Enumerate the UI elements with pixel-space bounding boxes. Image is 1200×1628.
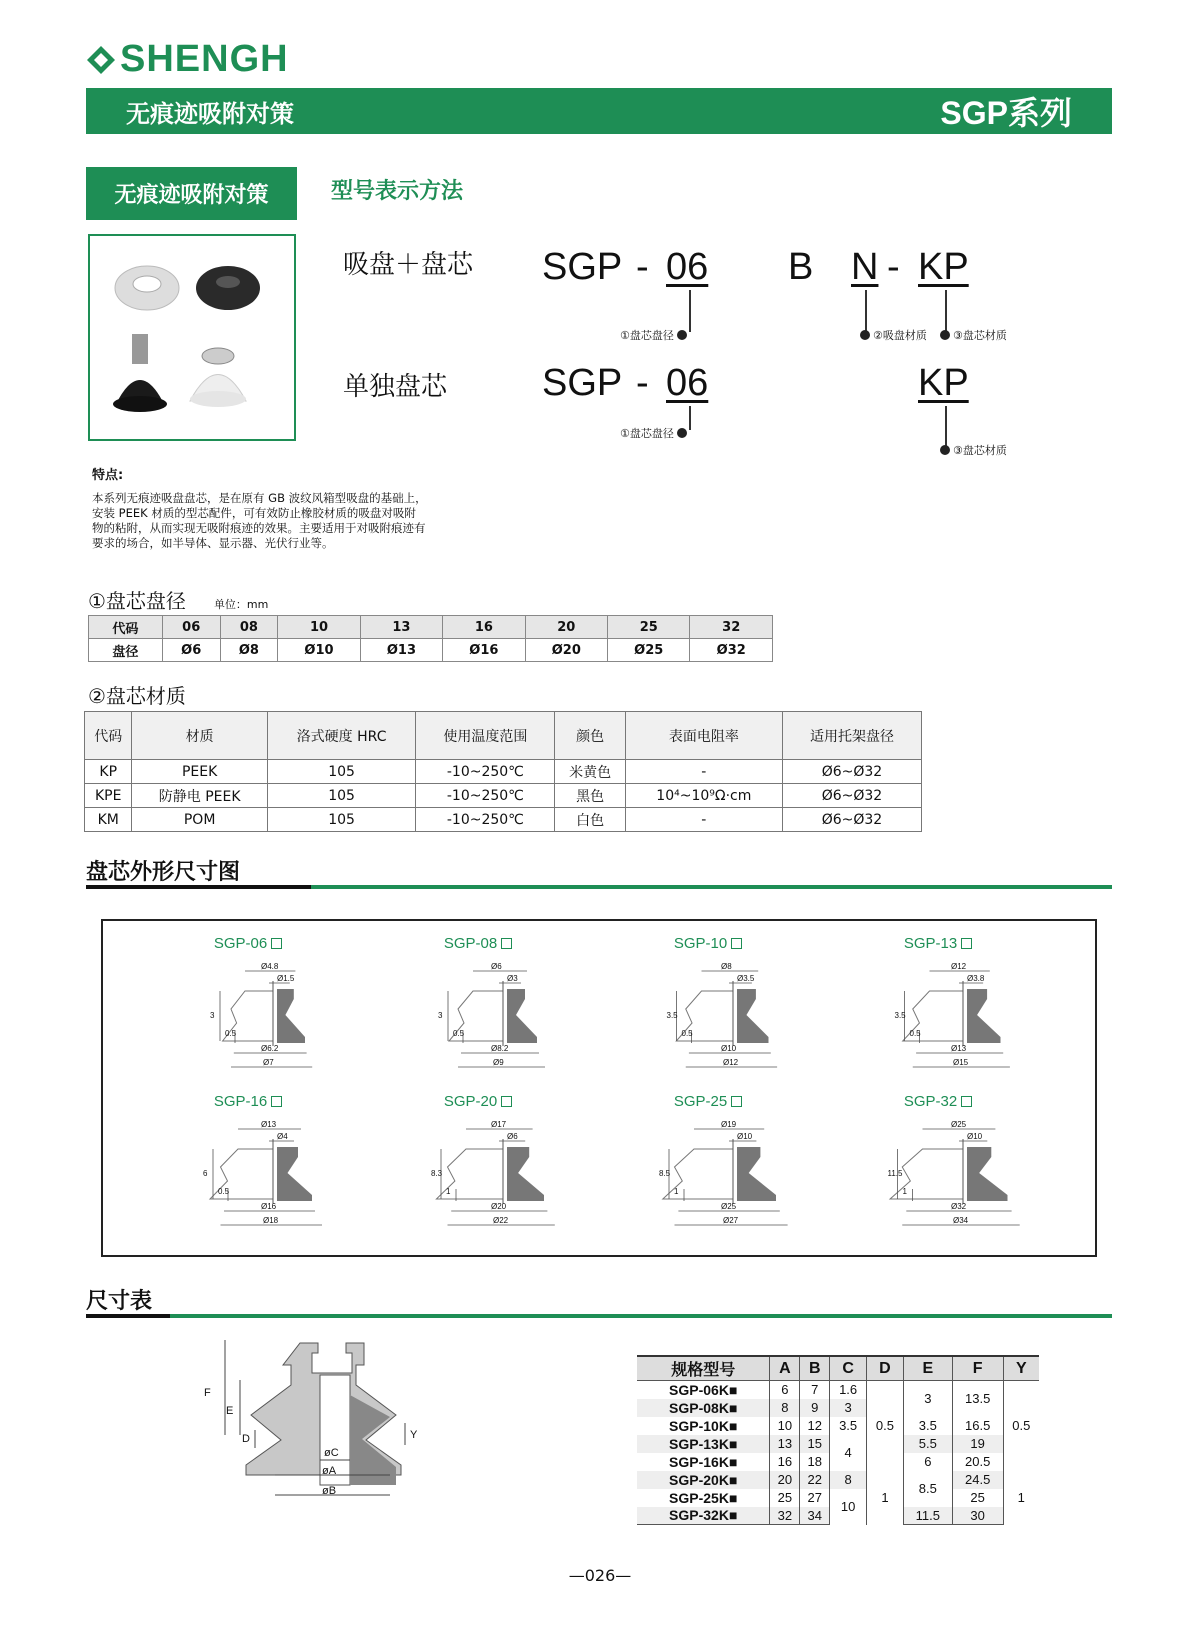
table-row bbox=[85, 760, 922, 784]
table-cell: 9 bbox=[800, 1399, 830, 1417]
row1-b: B bbox=[788, 246, 814, 288]
table-cell: Ø20 bbox=[525, 639, 607, 662]
table-cell: 盘径 bbox=[89, 639, 163, 662]
table-cell: 5.5 bbox=[903, 1435, 952, 1453]
outline-panel: SGP-32 Ø25 Ø10 11.5 1 Ø32 Ø34 bbox=[853, 1089, 1083, 1249]
panel-title: SGP-16 bbox=[163, 1093, 333, 1110]
table-cell: 3 bbox=[830, 1399, 867, 1417]
table-cell: 适用托架盘径 bbox=[782, 712, 921, 760]
panel-title: SGP-13 bbox=[853, 935, 1023, 952]
table-cell: 19 bbox=[952, 1435, 1003, 1453]
panel-title: SGP-08 bbox=[393, 935, 563, 952]
table-cell: 8 bbox=[830, 1471, 867, 1489]
table-cell: SGP-13K■ bbox=[637, 1435, 770, 1453]
table-cell: 8.5 bbox=[903, 1471, 952, 1507]
header-bar bbox=[86, 88, 1112, 134]
table-cell: 105 bbox=[267, 808, 416, 832]
outline-drawings bbox=[101, 919, 1097, 1257]
table-cell: 7 bbox=[800, 1381, 830, 1399]
features-title: 特点: bbox=[92, 468, 124, 483]
table-cell: 13 bbox=[770, 1435, 800, 1453]
panel-title: SGP-06 bbox=[163, 935, 333, 952]
table-cell: Ø6 bbox=[162, 639, 220, 662]
table-cell: 105 bbox=[267, 784, 416, 808]
table-cell: 1 bbox=[867, 1471, 904, 1525]
row2-label: 单独盘芯 bbox=[343, 372, 448, 402]
row1-n: N bbox=[851, 246, 879, 288]
table-row bbox=[637, 1381, 1039, 1399]
brand-name: SHENGH bbox=[120, 38, 289, 80]
table-cell: Ø16 bbox=[443, 639, 525, 662]
table-cell: 使用温度范围 bbox=[416, 712, 555, 760]
table-cell: 3.5 bbox=[830, 1417, 867, 1435]
table-cell: SGP-10K■ bbox=[669, 1417, 738, 1434]
table-cell: 32 bbox=[770, 1507, 800, 1525]
table-cell: POM bbox=[132, 808, 267, 832]
table-cell: Y bbox=[1003, 1356, 1039, 1381]
table-row bbox=[89, 639, 773, 662]
table-cell: 6 bbox=[903, 1453, 952, 1471]
row1-label: 吸盘＋盘芯 bbox=[343, 250, 474, 280]
outline-panel: SGP-25 Ø19 Ø10 8.5 1 Ø25 Ø27 bbox=[623, 1089, 853, 1249]
table-cell: PEEK bbox=[132, 760, 267, 784]
outline-panel: SGP-08 Ø6 Ø3 3 0.5 Ø8.2 Ø9 bbox=[393, 931, 623, 1091]
table-cell: 15 bbox=[800, 1435, 830, 1453]
table-cell: SGP-25K■ bbox=[669, 1489, 738, 1506]
table-cell: 1.6 bbox=[830, 1381, 867, 1399]
table-cell: SGP-32K■ bbox=[637, 1507, 770, 1525]
table-cell: Ø6~Ø32 bbox=[782, 784, 921, 808]
note-core: ③盘芯材质 bbox=[940, 327, 1007, 343]
table-cell: E bbox=[903, 1356, 952, 1381]
note-core-2: ③盘芯材质 bbox=[940, 442, 1007, 458]
material-table bbox=[84, 711, 922, 832]
table-cell: SGP-08K■ bbox=[637, 1399, 770, 1417]
table-cell: 16.5 bbox=[952, 1417, 1003, 1435]
table-header-row bbox=[637, 1356, 1039, 1381]
table-cell: 20 bbox=[770, 1471, 800, 1489]
diameter-heading: ①盘芯盘径 单位：mm bbox=[88, 589, 269, 613]
table-cell: 24.5 bbox=[952, 1471, 1003, 1489]
table-cell: C bbox=[830, 1356, 867, 1381]
row1-size: 06 bbox=[666, 246, 709, 288]
table-cell: D bbox=[867, 1356, 904, 1381]
table-cell: 25 bbox=[608, 616, 690, 639]
table-cell: 米黄色 bbox=[555, 760, 625, 784]
table-cell: 10 bbox=[278, 616, 360, 639]
table-row bbox=[85, 808, 922, 832]
table-cell: 18 bbox=[800, 1453, 830, 1471]
table-cell: 08 bbox=[220, 616, 278, 639]
table-cell: A bbox=[770, 1356, 800, 1381]
row2-kp: KP bbox=[918, 362, 969, 404]
table-cell: 代码 bbox=[89, 616, 163, 639]
material-heading: ②盘芯材质 bbox=[88, 684, 186, 708]
table-cell: 3 bbox=[903, 1381, 952, 1417]
note-cup: ②吸盘材质 bbox=[860, 327, 927, 343]
table-cell: Ø25 bbox=[608, 639, 690, 662]
dims-heading: 尺寸表 bbox=[86, 1289, 153, 1314]
panel-title: SGP-32 bbox=[853, 1093, 1023, 1110]
table-cell: 6 bbox=[770, 1381, 800, 1399]
panel-title: SGP-25 bbox=[623, 1093, 793, 1110]
table-cell: 16 bbox=[770, 1453, 800, 1471]
table-cell: SGP-20K■ bbox=[637, 1471, 770, 1489]
table-cell: 4 bbox=[830, 1435, 867, 1471]
table-cell: Ø32 bbox=[690, 639, 773, 662]
header-title: 无痕迹吸附对策 bbox=[126, 99, 294, 128]
label-f: F bbox=[204, 1387, 211, 1399]
row1-dash: - bbox=[636, 246, 649, 288]
row2-prefix: SGP bbox=[542, 362, 623, 404]
note-size-2: ①盘芯盘径 bbox=[620, 425, 687, 441]
table-cell: 代码 bbox=[85, 712, 132, 760]
diamond-logo-icon bbox=[86, 45, 116, 75]
table-cell: Ø13 bbox=[360, 639, 442, 662]
table-cell: F bbox=[952, 1356, 1003, 1381]
table-cell: 20 bbox=[525, 616, 607, 639]
table-row bbox=[637, 1489, 1039, 1507]
table-cell: B bbox=[800, 1356, 830, 1381]
dimension-table bbox=[637, 1355, 1039, 1525]
table-cell: - bbox=[625, 808, 782, 832]
table-cell: 黑色 bbox=[555, 784, 625, 808]
table-cell: SGP-06K■ bbox=[669, 1381, 738, 1398]
row2-dash: - bbox=[636, 362, 649, 404]
table-cell: 10 bbox=[830, 1489, 867, 1525]
page-number: —026— bbox=[568, 1566, 632, 1585]
table-cell: 30 bbox=[952, 1507, 1003, 1525]
table-cell: SGP-16K■ bbox=[669, 1453, 738, 1470]
table-row bbox=[637, 1471, 1039, 1489]
table-cell: 材质 bbox=[132, 712, 267, 760]
table-cell: Ø6~Ø32 bbox=[782, 808, 921, 832]
label-c: øC bbox=[324, 1447, 339, 1459]
outline-heading: 盘芯外形尺寸图 bbox=[86, 860, 241, 885]
table-cell: 20.5 bbox=[952, 1453, 1003, 1471]
table-cell: 22 bbox=[800, 1471, 830, 1489]
table-cell: 16 bbox=[443, 616, 525, 639]
label-d: D bbox=[242, 1433, 250, 1445]
features-text: 本系列无痕迹吸盘盘芯，是在原有 GB 波纹风箱型吸盘的基础上，安装 PEEK 材质的型芯配件，可有效防止橡胶材质的吸盘对吸附物的粘附，从而实现无吸附痕迹的效果。主要适用于对吸附痕迹有要求的场合，如半导体、显示器、光伏行业等。 bbox=[92, 491, 427, 550]
outline-panel: SGP-10 Ø8 Ø3.5 3.5 0.5 Ø10 Ø12 bbox=[623, 931, 853, 1091]
table-cell: 防静电 PEEK bbox=[132, 784, 267, 808]
diameter-table bbox=[88, 615, 773, 662]
label-e: E bbox=[226, 1405, 234, 1417]
table-cell: 8 bbox=[770, 1399, 800, 1417]
model-title: 型号表示方法 bbox=[331, 179, 464, 204]
table-cell: KM bbox=[85, 808, 132, 832]
table-cell: 表面电阻率 bbox=[625, 712, 782, 760]
row1-dash2: - bbox=[887, 246, 900, 288]
table-cell: KP bbox=[85, 760, 132, 784]
table-cell: 25 bbox=[770, 1489, 800, 1507]
table-cell: 34 bbox=[800, 1507, 830, 1525]
table-cell: 11.5 bbox=[903, 1507, 952, 1525]
dims-drawing bbox=[200, 1335, 460, 1550]
table-cell: 颜色 bbox=[555, 712, 625, 760]
table-cell: KPE bbox=[85, 784, 132, 808]
table-cell: -10~250℃ bbox=[416, 808, 555, 832]
table-cell: 3.5 bbox=[903, 1417, 952, 1435]
table-row bbox=[637, 1417, 1039, 1435]
table-row bbox=[85, 712, 922, 760]
table-cell: -10~250℃ bbox=[416, 760, 555, 784]
note-size: ①盘芯盘径 bbox=[620, 327, 687, 343]
table-cell: 06 bbox=[162, 616, 220, 639]
table-cell: 10⁴~10⁹Ω·cm bbox=[625, 784, 782, 808]
label-a: øA bbox=[322, 1465, 337, 1477]
table-cell: 0.5 bbox=[867, 1381, 904, 1471]
table-row bbox=[85, 784, 922, 808]
panel-title: SGP-20 bbox=[393, 1093, 563, 1110]
label-b: øB bbox=[322, 1485, 337, 1497]
table-cell: 白色 bbox=[555, 808, 625, 832]
row1-kp: KP bbox=[918, 246, 969, 288]
product-photo bbox=[88, 234, 296, 441]
series-title: SGP系列 bbox=[940, 95, 1072, 131]
table-cell: 12 bbox=[800, 1417, 830, 1435]
row1-prefix: SGP bbox=[542, 246, 623, 288]
table-row bbox=[89, 616, 773, 639]
table-cell: Ø8 bbox=[220, 639, 278, 662]
table-cell: 规格型号 bbox=[637, 1356, 770, 1381]
outline-panel: SGP-13 Ø12 Ø3.8 3.5 0.5 Ø13 Ø15 bbox=[853, 931, 1083, 1091]
table-cell: 10 bbox=[770, 1417, 800, 1435]
table-cell: 洛式硬度 HRC bbox=[267, 712, 416, 760]
outline-panel: SGP-16 Ø13 Ø4 6 0.5 Ø16 Ø18 bbox=[163, 1089, 393, 1249]
table-cell: 25 bbox=[952, 1489, 1003, 1507]
panel-title: SGP-10 bbox=[623, 935, 793, 952]
features bbox=[92, 468, 427, 551]
table-cell: -10~250℃ bbox=[416, 784, 555, 808]
table-cell: 1 bbox=[1003, 1471, 1039, 1525]
table-cell: 105 bbox=[267, 760, 416, 784]
table-cell: 0.5 bbox=[1003, 1381, 1039, 1471]
row2-size: 06 bbox=[666, 362, 709, 404]
table-cell: Ø10 bbox=[278, 639, 360, 662]
table-cell: - bbox=[625, 760, 782, 784]
outline-panel: SGP-06 Ø4.8 Ø1.5 3 0.5 Ø6.2 Ø7 bbox=[163, 931, 393, 1091]
table-row bbox=[637, 1435, 1039, 1453]
label-y: Y bbox=[410, 1429, 418, 1441]
table-cell: 32 bbox=[690, 616, 773, 639]
side-label: 无痕迹吸附对策 bbox=[86, 167, 297, 220]
outline-panel: SGP-20 Ø17 Ø6 8.3 1 Ø20 Ø22 bbox=[393, 1089, 623, 1249]
table-cell: 27 bbox=[800, 1489, 830, 1507]
table-cell: 13.5 bbox=[952, 1381, 1003, 1417]
brand-logo bbox=[86, 38, 289, 81]
table-cell: Ø6~Ø32 bbox=[782, 760, 921, 784]
table-cell: 13 bbox=[360, 616, 442, 639]
